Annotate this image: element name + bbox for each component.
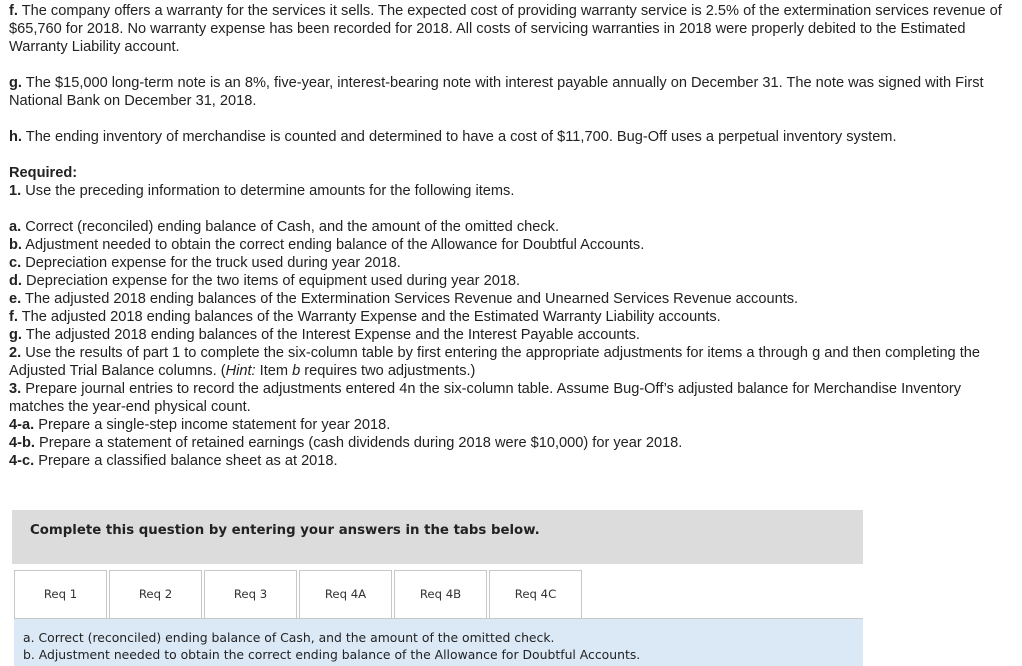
list-item [9, 326, 1009, 344]
req4b-label: 4-b. [9, 435, 35, 451]
req4c-label: 4-c. [9, 453, 35, 469]
instruction-banner-text: Complete this question by entering your answers in the tabs below. [30, 523, 540, 538]
req2-text: Use the results of part 1 to complete the six-column table by first entering the appropriate adjustments for items a through g and then completing the Adjusted Trial Balance columns. ( [9, 345, 981, 379]
list-item-text: Depreciation expense for the truck used during year 2018. [25, 255, 401, 271]
req4a-text: Prepare a single-step income statement for year 2018. [38, 417, 391, 433]
tab-req-4b[interactable]: Req 4B [394, 570, 487, 619]
list-item-label: e. [9, 291, 22, 307]
panel-line-b: b. Adjustment needed to obtain the correct ending balance of the Allowance for Doubtful Accounts. [23, 647, 641, 662]
req1 [9, 182, 1009, 200]
tab-req-4a[interactable]: Req 4A [299, 570, 392, 619]
req2-item: b [292, 363, 301, 379]
req3-label: 3. [9, 381, 22, 397]
list-item-label: d. [9, 273, 22, 289]
item-h-text: The ending inventory of merchandise is counted and determined to have a cost of $11,700. Bug-Off uses a perpetual inventory system. [25, 129, 897, 145]
list-item [9, 236, 1009, 254]
item-g-label: g. [9, 75, 22, 91]
list-item-text: The adjusted 2018 ending balances of the Extermination Services Revenue and Unearned Services Revenue accounts. [24, 291, 799, 307]
req2 [9, 344, 1009, 380]
item-g-text: The $15,000 long-term note is an 8%, five-year, interest-bearing note with interest payable annually on December 31. The note was signed with First National Bank on December 31, 2018. [9, 75, 984, 109]
list-item-text: The adjusted 2018 ending balances of the Warranty Expense and the Estimated Warranty Liability accounts. [21, 309, 721, 325]
list-item [9, 308, 1009, 326]
req4a [9, 416, 1009, 434]
list-item [9, 254, 1009, 272]
tab-req-4c[interactable]: Req 4C [489, 570, 582, 619]
list-item-label: a. [9, 219, 22, 235]
item-f [9, 2, 1009, 56]
item-f-label: f. [9, 3, 18, 19]
tab-panel [14, 618, 863, 666]
item-h-label: h. [9, 129, 22, 145]
list-item [9, 272, 1009, 290]
list-item [9, 290, 1009, 308]
tab-req-3[interactable]: Req 3 [204, 570, 297, 619]
tab-req-1[interactable]: Req 1 [14, 570, 107, 620]
req4c-text: Prepare a classified balance sheet as at 2018. [38, 453, 338, 469]
list-item-label: f. [9, 309, 18, 325]
req1-text: Use the preceding information to determine amounts for the following items. [25, 183, 515, 199]
list-item-text: Adjustment needed to obtain the correct ending balance of the Allowance for Doubtful Accounts. [25, 237, 645, 253]
item-g [9, 74, 1009, 110]
list-item-text: The adjusted 2018 ending balances of the Interest Expense and the Interest Payable accounts. [25, 327, 640, 343]
list-item-label: c. [9, 255, 22, 271]
list-item [9, 218, 1009, 236]
list-item-label: g. [9, 327, 22, 343]
list-item-label: b. [9, 237, 22, 253]
req3-text: Prepare journal entries to record the adjustments entered 4n the six-column table. Assume Bug-Off’s adjusted balance for Merchandise Inventory matches the year-end physical count. [9, 381, 962, 415]
req4a-label: 4-a. [9, 417, 35, 433]
req2-text-after: requires two adjustments.) [300, 363, 476, 379]
tab-req-2[interactable]: Req 2 [109, 570, 202, 619]
required-heading: Required: [9, 165, 78, 181]
panel-line-a: a. Correct (reconciled) ending balance of Cash, and the amount of the omitted check. [23, 630, 555, 645]
instruction-banner [12, 510, 863, 564]
list-item-text: Depreciation expense for the two items of equipment used during year 2018. [26, 273, 521, 289]
req4c [9, 452, 1009, 470]
req2-hint: Hint: [225, 363, 256, 379]
req3 [9, 380, 1009, 416]
problem-text [9, 2, 1009, 470]
item-h [9, 128, 1009, 146]
item-f-text: The company offers a warranty for the services it sells. The expected cost of providing warranty service is 2.5% of the extermination services revenue of $65,760 for 2018. No warranty expense has been recorded for 2018. All costs of servicing warranties in 2018 were properly debited to the Estimated Warranty Liability account. [9, 3, 1002, 55]
req1-label: 1. [9, 183, 22, 199]
req4b-text: Prepare a statement of retained earnings (cash dividends during 2018 were $10,000) for year 2018. [39, 435, 683, 451]
req2-label: 2. [9, 345, 22, 361]
list-item-text: Correct (reconciled) ending balance of Cash, and the amount of the omitted check. [25, 219, 560, 235]
req2-text-mid: Item [255, 363, 293, 379]
req4b [9, 434, 1009, 452]
